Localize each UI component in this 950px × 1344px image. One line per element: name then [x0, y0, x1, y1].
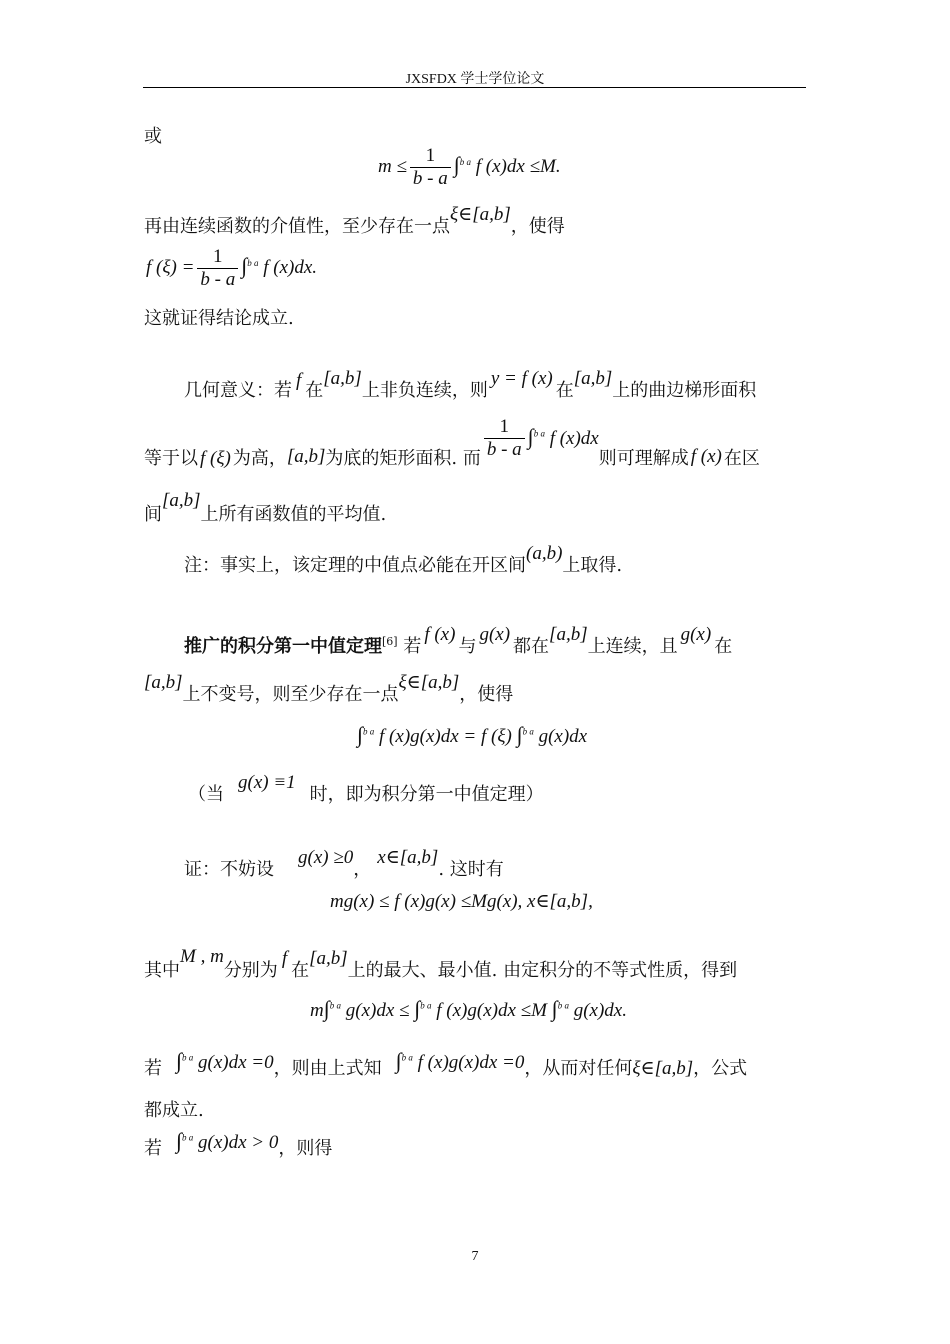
eq5-integral-1: ∫ — [323, 996, 330, 1021]
eq3-limits: b a — [363, 726, 375, 737]
eq3-integral-1: ∫ — [357, 722, 364, 747]
eq2-integral: ∫ — [241, 253, 248, 279]
p4-text-c: 在 — [291, 960, 310, 981]
thm-text-b: 与 — [458, 636, 477, 657]
paragraph-geometric-meaning-line3 — [144, 490, 387, 526]
p6-integral: ∫ — [176, 1128, 183, 1153]
geo-num: 1 — [484, 416, 525, 439]
eq5-integral-2: ∫ — [414, 996, 421, 1021]
p6-text-a: 若 — [144, 1138, 162, 1159]
proof-assumption — [184, 847, 504, 881]
geo-text-e: 上的曲边梯形面积 — [612, 380, 757, 401]
geo-fraction — [484, 416, 525, 462]
running-header: JXSFDX 学士学位论文 — [405, 72, 545, 87]
thm-xi: ξ∈[a,b] — [398, 672, 460, 693]
geo-f: f — [296, 370, 302, 391]
thm-ab1: [a,b] — [549, 624, 588, 645]
eq3-integral-2: ∫ — [516, 722, 523, 747]
eq5-part-1: g(x)dx ≤ — [345, 1000, 410, 1021]
eq2-den: b - a — [200, 268, 236, 290]
p5-text-c: ，从而对任何 — [524, 1058, 633, 1079]
remark-special-case — [188, 772, 544, 806]
paragraph-zero-case — [144, 1048, 748, 1079]
geo-ab2: [a,b] — [573, 368, 613, 389]
paragraph-geometric-meaning-line1 — [184, 368, 757, 402]
geo-text-d: 在 — [555, 380, 574, 401]
proof-text-b: . 这时有 — [438, 859, 504, 880]
note-ab: (a,b) — [526, 543, 563, 564]
p5-g: g(x)dx =0 — [198, 1052, 274, 1073]
proof-g0: g(x) ≥0 — [298, 847, 354, 868]
eq3-rhs: g(x)dx — [538, 726, 588, 747]
eq1-fraction — [410, 145, 451, 191]
eq1-lhs: m ≤ — [378, 156, 407, 178]
thm-gx2: g(x) — [680, 624, 712, 645]
remark-g1: g(x) ≡1 — [238, 772, 296, 793]
page-number: 7 — [471, 1249, 479, 1264]
p5-integral-1: ∫ — [176, 1048, 183, 1073]
note-text-b: 上取得. — [562, 555, 623, 576]
proof-comma: ， — [353, 859, 372, 880]
eq2-lhs: f (ξ) = — [146, 257, 195, 279]
p4-ab: [a,b] — [309, 948, 348, 969]
proof-x: x∈[a,b] — [377, 847, 439, 868]
geo-text-k: 在区 — [723, 447, 760, 469]
p5-fg: f (x)g(x)dx =0 — [417, 1052, 525, 1073]
eq3-limits-2: b a — [522, 726, 534, 737]
geo-fx2: f (x) — [690, 445, 722, 467]
p6-limits: b a — [182, 1132, 194, 1143]
theorem-statement-line2 — [144, 672, 514, 706]
theorem-citation: [6] — [382, 635, 398, 648]
geo-fx: f (x)dx — [549, 427, 599, 449]
geo-y: y = f (x) — [490, 368, 553, 389]
eq1-limits: b a — [459, 156, 472, 167]
equation-generalized-mean-value — [357, 722, 587, 748]
p5-integral-group-1 — [176, 1048, 274, 1073]
p4-text-b: 分别为 — [223, 960, 278, 981]
eq5-limits-3: b a — [557, 1000, 569, 1011]
remark-text-b: 时，即为积分第一中值定理） — [309, 784, 544, 805]
eq1-den: b - a — [412, 167, 448, 189]
geo-ab3: [a,b] — [286, 445, 326, 467]
geo-den: b - a — [486, 438, 522, 460]
p5-text-a: 若 — [144, 1058, 162, 1079]
geo-text-g: 等于以 — [144, 447, 198, 469]
geo-limits: b a — [533, 428, 545, 439]
eq3-middle: f (x)g(x)dx = f (ξ) — [379, 726, 512, 747]
p2-text-b: ，使得 — [510, 216, 565, 237]
thm-fx: f (x) — [424, 624, 456, 645]
eq5-m: m — [310, 1000, 324, 1021]
paragraph-conclusion: 这就证得结论成立. — [144, 308, 294, 329]
p4-f: f — [281, 948, 288, 969]
eq5-integral-3: ∫ — [551, 996, 558, 1021]
theorem-title: 推广的积分第一中值定理 — [184, 636, 382, 657]
p5-integral-group-2 — [395, 1048, 525, 1073]
p6-text-b: ，则得 — [278, 1138, 333, 1159]
thm-text-e: 在 — [714, 636, 733, 657]
header-rule — [143, 87, 806, 88]
thm-gx: g(x) — [479, 624, 511, 645]
geo-integral: ∫ — [527, 423, 534, 449]
geo-text-i: 为底的矩形面积. 而 — [325, 447, 481, 469]
eq2-num: 1 — [197, 246, 238, 269]
remark-text-a: （当 — [188, 784, 224, 805]
equation-mean-bounds — [378, 145, 561, 191]
geo-ab4: [a,b] — [162, 490, 201, 511]
paragraph-geometric-meaning-line2 — [144, 416, 760, 469]
eq2-rhs: f (x)dx. — [263, 257, 318, 279]
geo-text-b: 在 — [305, 380, 324, 401]
paragraph-positive-case — [144, 1128, 333, 1159]
eq1-rhs: f (x)dx ≤M. — [475, 156, 561, 178]
p2-xi: ξ∈[a,b] — [450, 204, 511, 225]
geo-text-l: 间 — [144, 504, 162, 525]
thm-text-a: 若 — [403, 636, 422, 657]
thm-text-f: 上不变号，则至少存在一点 — [182, 684, 399, 705]
thm-ab2: [a,b] — [144, 672, 183, 693]
thm-text-g: ，使得 — [459, 684, 514, 705]
p5-integral-2: ∫ — [395, 1048, 402, 1073]
paragraph-max-min — [144, 946, 738, 982]
p4-text-a: 其中 — [144, 960, 180, 981]
proof-text-a: 证：不妨设 — [184, 859, 274, 880]
geo-fxi: f (ξ) — [200, 447, 231, 469]
paragraph-zero-case-line2: 都成立. — [144, 1100, 204, 1121]
eq1-num: 1 — [410, 145, 451, 168]
geo-text-a: 几何意义：若 — [184, 380, 292, 401]
theorem-statement-line1 — [184, 624, 733, 658]
geo-text-h: 为高， — [232, 447, 287, 469]
p4-Mm: M , m — [180, 946, 224, 967]
equation-mean-value — [146, 246, 317, 292]
geo-ab1: [a,b] — [323, 368, 362, 389]
equation-inequality-chain: mg(x) ≤ f (x)g(x) ≤Mg(x), x∈[a,b], — [330, 891, 593, 912]
p6-g: g(x)dx > 0 — [198, 1132, 279, 1153]
eq1-integral: ∫ — [453, 152, 460, 178]
paragraph-intermediate-value — [144, 204, 565, 238]
thm-text-d: 上连续，且 — [587, 636, 678, 657]
p5-text-d: ，公式 — [693, 1058, 748, 1079]
p5-limits-1: b a — [182, 1052, 194, 1063]
eq5-limits-2: b a — [420, 1000, 432, 1011]
paragraph-note — [184, 543, 623, 577]
equation-integral-bounds — [310, 996, 627, 1022]
p6-integral-group — [176, 1128, 279, 1153]
geo-integral-group — [527, 423, 599, 449]
geo-text-c: 上非负连续，则 — [361, 380, 488, 401]
p2-text-a: 再由连续函数的介值性，至少存在一点 — [144, 216, 450, 237]
geo-text-j: 则可理解成 — [598, 447, 689, 469]
eq5-part-3: g(x)dx. — [573, 1000, 627, 1021]
p5-text-b: ，则由上式知 — [273, 1058, 382, 1079]
p5-xi: ξ∈[a,b] — [632, 1058, 694, 1079]
thm-text-c: 都在 — [513, 636, 550, 657]
eq5-part-2: f (x)g(x)dx ≤M — [436, 1000, 547, 1021]
p4-text-d: 上的最大、最小值. 由定积分的不等式性质，得到 — [347, 960, 738, 981]
text-or: 或 — [144, 126, 162, 147]
p5-limits-2: b a — [401, 1052, 413, 1063]
geo-text-m: 上所有函数值的平均值. — [200, 504, 387, 525]
note-text-a: 注：事实上，该定理的中值点必能在开区间 — [184, 555, 526, 576]
eq5-limits-1: b a — [329, 1000, 342, 1011]
eq2-limits: b a — [247, 257, 259, 268]
eq2-fraction — [197, 246, 238, 292]
